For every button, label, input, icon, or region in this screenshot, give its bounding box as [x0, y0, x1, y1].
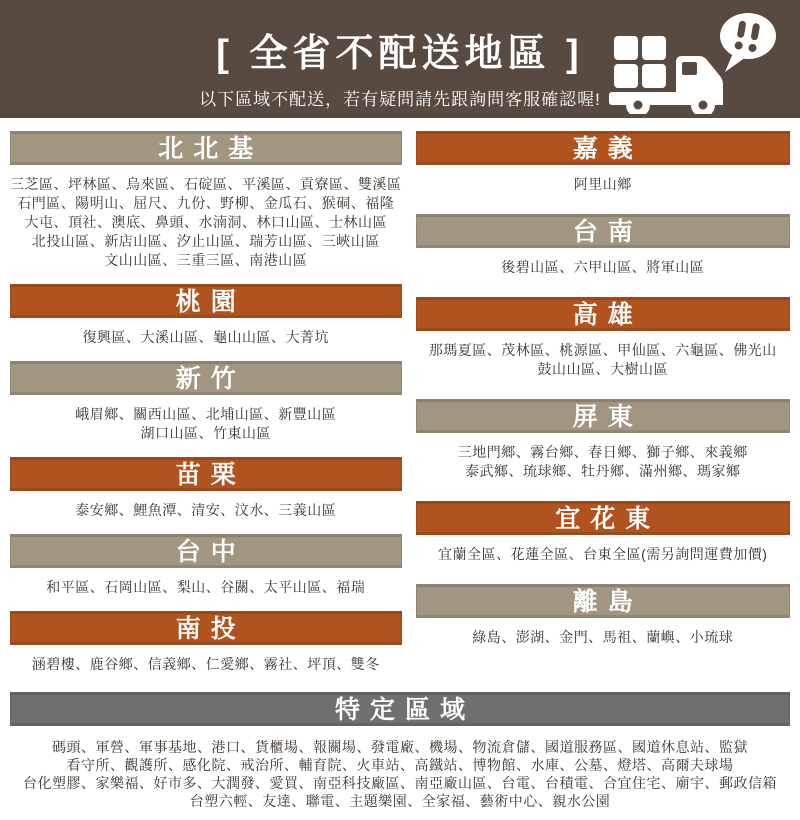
section-body	[416, 618, 791, 667]
area-list-line: 文山山區、三重三區、南港山區	[104, 252, 308, 268]
section-body	[416, 248, 791, 297]
section-header	[416, 399, 791, 433]
section-title: 宜花東	[555, 505, 661, 533]
page-title: [ 全省不配送地區 ]	[216, 33, 584, 75]
section-outlying-islands	[416, 584, 791, 667]
section-body	[10, 491, 402, 534]
section-title: 高雄	[572, 301, 643, 329]
section-kaohsiung	[416, 297, 791, 399]
section-chiayi	[416, 131, 791, 214]
section-header	[10, 692, 790, 726]
section-miaoli	[10, 457, 402, 534]
section-yilan-hualien-taitung	[416, 501, 791, 584]
section-header	[416, 501, 791, 535]
section-header	[10, 361, 402, 395]
left-column	[10, 131, 402, 688]
section-hsinchu	[10, 361, 402, 457]
section-title: 屏東	[572, 403, 643, 431]
area-list-line: 碼頭、軍營、軍事基地、港口、貨櫃場、報關場、發電廠、機場、物流倉儲、國道服務區、國道休息站、監獄	[52, 739, 748, 755]
section-header	[416, 297, 791, 331]
section-title: 嘉義	[572, 135, 643, 163]
area-list-line: 復興區、大溪山區、龜山山區、大菁坑	[82, 329, 329, 345]
area-list-line: 北投山區、新店山區、汐止山區、瑞芳山區、三峽山區	[31, 233, 380, 249]
section-body	[416, 165, 791, 214]
section-title: 特定區域	[334, 696, 475, 724]
section-body	[10, 726, 790, 820]
page-subtitle: 以下區域不配送，若有疑問請先跟詢問客服確認喔!	[199, 90, 601, 109]
section-taichung	[10, 534, 402, 611]
section-body	[10, 395, 402, 457]
area-list-line: 峨眉鄉、關西山區、北埔山區、新豐山區	[75, 406, 337, 422]
region-columns	[0, 118, 800, 688]
section-taoyuan	[10, 284, 402, 361]
area-list-line: 涵碧樓、鹿谷鄉、信義鄉、仁愛鄉、霧社、坪頂、雙冬	[31, 656, 380, 672]
section-header	[10, 534, 402, 568]
section-header	[10, 457, 402, 491]
area-list-line: 那瑪夏區、茂林區、桃源區、甲仙區、六龜區、佛光山	[428, 342, 777, 358]
area-list-line: 台化塑膠、家樂福、好市多、大潤發、愛買、南亞科技廠區、南亞廠山區、台電、台積電、合宜住宅、廟宇、郵政信箱	[23, 775, 777, 791]
section-tainan	[416, 214, 791, 297]
section-special-areas	[10, 692, 790, 820]
banner-art	[606, 6, 778, 114]
section-header	[10, 131, 402, 165]
section-pingtung	[416, 399, 791, 501]
area-list-line: 後碧山區、六甲山區、將軍山區	[501, 259, 705, 275]
section-header	[10, 611, 402, 645]
area-list-line: 和平區、石岡山區、梨山、谷關、太平山區、福瑞	[46, 579, 366, 595]
area-list-line: 大屯、頂社、澳底、鼻頭、水湳洞、林口山區、士林山區	[24, 214, 387, 230]
area-list-line: 看守所、觀護所、感化院、戒治所、輔育院、火車站、高鐵站、博物館、水庫、公墓、燈塔、高爾夫球場	[66, 757, 734, 773]
section-title: 台南	[572, 218, 643, 246]
right-column	[416, 131, 791, 667]
section-title: 台中	[175, 538, 246, 566]
area-list-line: 泰安鄉、鯉魚潭、清安、汶水、三義山區	[75, 502, 337, 518]
section-title: 新竹	[175, 365, 246, 393]
section-title: 南投	[175, 615, 246, 643]
area-list-line: 湖口山區、竹東山區	[140, 425, 271, 441]
section-body	[10, 645, 402, 688]
section-title: 苗栗	[175, 461, 246, 489]
area-list-line: 泰武鄉、琉球鄉、牡丹鄉、滿州鄉、瑪家鄉	[465, 463, 741, 479]
section-body	[416, 535, 791, 584]
section-title: 北北基	[158, 135, 264, 163]
area-list-line: 綠島、澎湖、金門、馬祖、蘭嶼、小琉球	[472, 629, 734, 645]
area-list-line: 台塑六輕、友達、聯電、主題樂園、全家福、藝術中心、親水公園	[189, 793, 611, 809]
section-title: 離島	[572, 588, 643, 616]
area-list-line: 三地門鄉、霧台鄉、春日鄉、獅子鄉、來義鄉	[457, 444, 748, 460]
area-list-line: 三芝區、坪林區、烏來區、石碇區、平溪區、貢寮區、雙溪區	[10, 176, 402, 192]
section-header	[10, 284, 402, 318]
section-body	[10, 568, 402, 611]
area-list-line: 宜蘭全區、花蓮全區、台東全區(需另詢問運費加價)	[438, 546, 768, 562]
section-north-taipei-keelung	[10, 131, 402, 284]
delivery-truck-icon	[609, 36, 723, 114]
banner	[0, 0, 800, 118]
section-body	[416, 433, 791, 501]
section-header	[416, 131, 791, 165]
section-body	[10, 318, 402, 361]
section-header	[416, 584, 791, 618]
section-title: 桃園	[175, 288, 246, 316]
alert-bubble-icon	[720, 13, 776, 72]
area-list-line: 阿里山鄉	[573, 176, 632, 192]
section-header	[416, 214, 791, 248]
section-body	[416, 331, 791, 399]
area-list-line: 石門區、陽明山、屈尺、九份、野柳、金瓜石、猴硐、福隆	[17, 195, 395, 211]
section-nantou	[10, 611, 402, 688]
area-list-line: 鼓山山區、大樹山區	[537, 361, 668, 377]
section-body	[10, 165, 402, 284]
